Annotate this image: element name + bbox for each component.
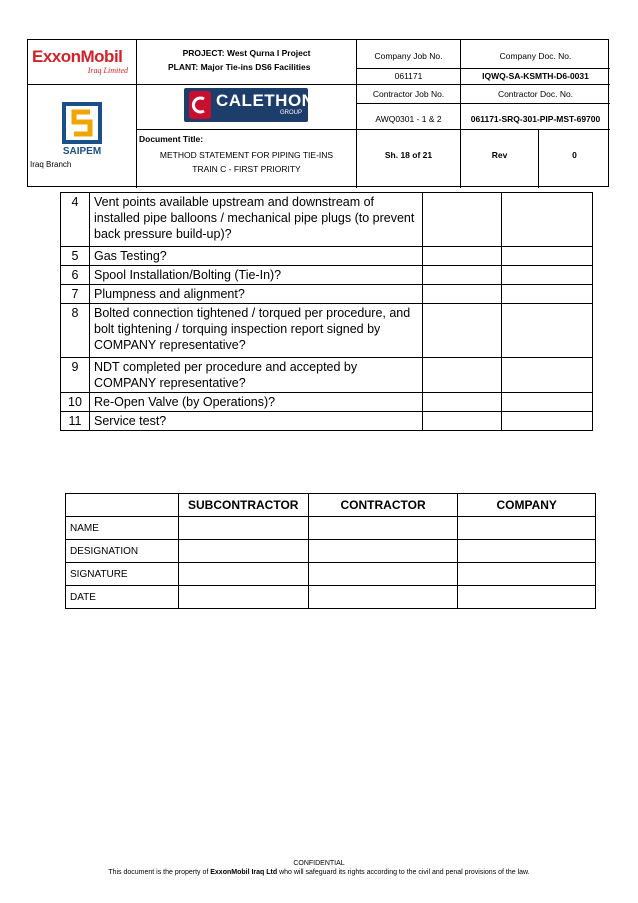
doc-title-label: Document Title: bbox=[139, 134, 204, 144]
checklist-row bbox=[61, 193, 593, 247]
check-cell bbox=[423, 304, 502, 358]
checklist-row bbox=[61, 304, 593, 358]
footer-confidential: CONFIDENTIAL bbox=[293, 860, 345, 867]
signature-row bbox=[66, 563, 596, 586]
signature-row-label: DATE bbox=[66, 586, 179, 609]
check-cell bbox=[423, 285, 502, 304]
remarks-cell bbox=[502, 247, 593, 266]
signature-cell bbox=[458, 586, 596, 609]
column-header: SUBCONTRACTOR bbox=[178, 494, 308, 517]
item-number: 9 bbox=[61, 358, 90, 393]
company-job-label: Company Job No. bbox=[374, 51, 443, 61]
remarks-cell bbox=[502, 193, 593, 247]
signature-cell bbox=[458, 517, 596, 540]
doc-title-line2: TRAIN C - FIRST PRIORITY bbox=[192, 164, 301, 174]
item-description: Bolted connection tightened / torqued per procedure, and bolt tightening / torquing inspection report signed by COMPANY representative? bbox=[90, 304, 423, 358]
document-header bbox=[27, 39, 609, 187]
calethon-emblem-icon bbox=[188, 90, 212, 120]
calethon-logo bbox=[184, 88, 315, 122]
item-number: 8 bbox=[61, 304, 90, 358]
item-number: 11 bbox=[61, 412, 90, 431]
checklist-row bbox=[61, 393, 593, 412]
rev-value: 0 bbox=[572, 150, 577, 160]
signature-table bbox=[65, 493, 596, 609]
divider bbox=[356, 103, 610, 104]
company-job-value: 061171 bbox=[394, 71, 423, 81]
item-description: Plumpness and alignment? bbox=[90, 285, 423, 304]
check-cell bbox=[423, 193, 502, 247]
remarks-cell bbox=[502, 393, 593, 412]
divider bbox=[136, 84, 610, 85]
saipem-logo-text: SAIPEM bbox=[62, 146, 102, 157]
remarks-cell bbox=[502, 358, 593, 393]
signature-row-label: NAME bbox=[66, 517, 179, 540]
checklist-row bbox=[61, 412, 593, 431]
column-header: COMPANY bbox=[458, 494, 596, 517]
signature-cell bbox=[178, 540, 308, 563]
signature-cell bbox=[308, 563, 458, 586]
company-doc-value: IQWQ-SA-KSMTH-D6-0031 bbox=[482, 71, 589, 81]
plant-line: PLANT: Major Tie-ins DS6 Facilities bbox=[168, 62, 311, 72]
item-number: 10 bbox=[61, 393, 90, 412]
remarks-cell bbox=[502, 266, 593, 285]
check-cell bbox=[423, 412, 502, 431]
saipem-emblem-icon bbox=[62, 102, 102, 144]
contractor-job-label: Contractor Job No. bbox=[372, 89, 445, 99]
signature-cell bbox=[308, 517, 458, 540]
contractor-doc-value: 061171-SRQ-301-PIP-MST-69700 bbox=[470, 114, 601, 124]
checklist-row bbox=[61, 285, 593, 304]
column-header: CONTRACTOR bbox=[308, 494, 458, 517]
saipem-branch: Iraq Branch bbox=[30, 160, 72, 169]
signature-cell bbox=[178, 563, 308, 586]
item-description: Service test? bbox=[90, 412, 423, 431]
item-number: 5 bbox=[61, 247, 90, 266]
footer-suffix: who will safeguard its rights according to the civil and penal provisions of the law. bbox=[277, 869, 530, 876]
exxon-logo-subtext: Iraq Limited bbox=[87, 66, 128, 75]
item-description: NDT completed per procedure and accepted by COMPANY representative? bbox=[90, 358, 423, 393]
divider bbox=[28, 84, 137, 85]
divider bbox=[356, 68, 610, 69]
remarks-cell bbox=[502, 285, 593, 304]
blank-header bbox=[66, 494, 179, 517]
saipem-logo bbox=[32, 98, 132, 186]
item-description: Gas Testing? bbox=[90, 247, 423, 266]
item-number: 6 bbox=[61, 266, 90, 285]
item-number: 7 bbox=[61, 285, 90, 304]
signature-header-row bbox=[66, 494, 596, 517]
footer-owner: ExxonMobil Iraq Ltd bbox=[210, 869, 278, 876]
checklist-row bbox=[61, 266, 593, 285]
project-line: PROJECT: West Qurna I Project bbox=[182, 48, 311, 58]
signature-cell bbox=[178, 586, 308, 609]
signature-cell bbox=[308, 540, 458, 563]
signature-cell bbox=[308, 586, 458, 609]
signature-cell bbox=[458, 540, 596, 563]
check-cell bbox=[423, 266, 502, 285]
signature-row bbox=[66, 586, 596, 609]
exxonmobil-logo bbox=[32, 48, 134, 82]
signature-row bbox=[66, 540, 596, 563]
contractor-job-value: AWQ0301 - 1 & 2 bbox=[375, 114, 442, 124]
company-doc-label: Company Doc. No. bbox=[499, 51, 572, 61]
signature-row-label: DESIGNATION bbox=[66, 540, 179, 563]
check-cell bbox=[423, 358, 502, 393]
checklist-table bbox=[60, 192, 593, 431]
calethon-logo-subtext: GROUP bbox=[279, 110, 302, 116]
signature-cell bbox=[458, 563, 596, 586]
check-cell bbox=[423, 393, 502, 412]
signature-row-label: SIGNATURE bbox=[66, 563, 179, 586]
footer-prefix: This document is the property of bbox=[108, 869, 211, 876]
item-description: Vent points available upstream and downstream of installed pipe balloons / mechanical pipe plugs (to prevent back pressure build-up)? bbox=[90, 193, 423, 247]
rev-label: Rev bbox=[491, 150, 508, 160]
check-cell bbox=[423, 247, 502, 266]
sheet-number: Sh. 18 of 21 bbox=[384, 150, 433, 160]
checklist-row bbox=[61, 358, 593, 393]
item-description: Re-Open Valve (by Operations)? bbox=[90, 393, 423, 412]
item-description: Spool Installation/Bolting (Tie-In)? bbox=[90, 266, 423, 285]
remarks-cell bbox=[502, 304, 593, 358]
exxon-logo-text: ExxonMobil bbox=[32, 47, 123, 66]
item-number: 4 bbox=[61, 193, 90, 247]
footer-disclaimer bbox=[0, 869, 638, 876]
calethon-logo-text: CALETHON bbox=[216, 91, 315, 110]
contractor-doc-label: Contractor Doc. No. bbox=[497, 89, 574, 99]
signature-cell bbox=[178, 517, 308, 540]
checklist-row bbox=[61, 247, 593, 266]
remarks-cell bbox=[502, 412, 593, 431]
signature-row bbox=[66, 517, 596, 540]
doc-title-line1: METHOD STATEMENT FOR PIPING TIE-INS bbox=[159, 150, 334, 160]
